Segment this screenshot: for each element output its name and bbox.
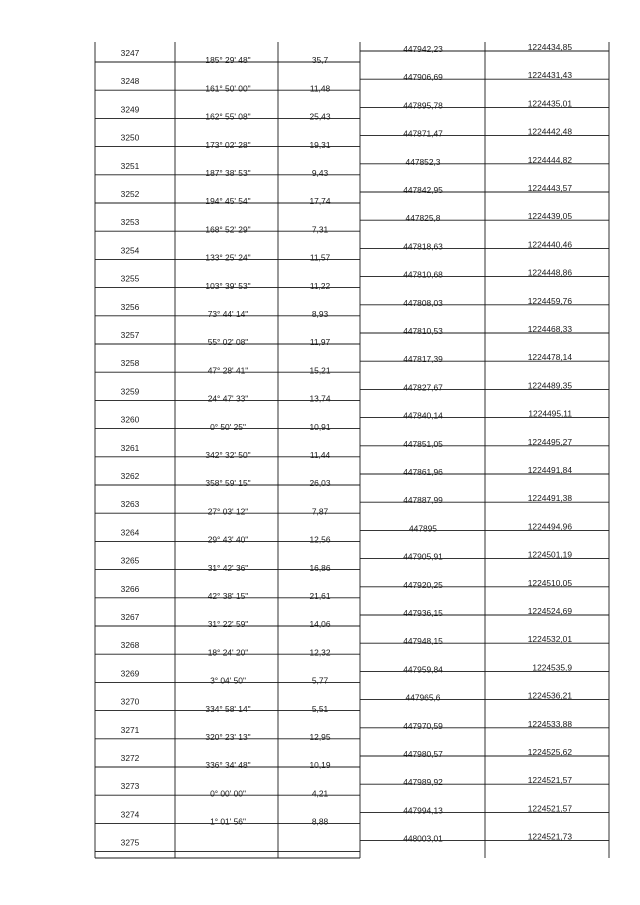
direction-angle-cell: 73° 44' 14" [207, 309, 249, 319]
coordinate-x-cell: 447887,99 [403, 495, 443, 506]
distance-cell: 17,74 [309, 196, 331, 207]
point-number-cell: 3265 [120, 555, 140, 566]
coordinate-x-cell: 447852,3 [405, 156, 441, 167]
distance-cell: 11,97 [309, 337, 331, 348]
distance-cell: 4,21 [311, 788, 329, 799]
coordinate-x-cell: 447818,63 [403, 241, 443, 252]
distance-cell: 5,77 [311, 675, 329, 686]
direction-angle-cell: 334° 58' 14" [205, 703, 251, 714]
point-number-cell: 3262 [120, 471, 140, 481]
distance-cell: 11,57 [309, 252, 331, 263]
distance-cell: 25,43 [309, 111, 331, 122]
coordinate-y-cell: 1224439,05 [527, 211, 572, 222]
coordinate-x-cell: 447994,13 [403, 805, 443, 816]
point-number-cell: 3270 [120, 696, 140, 707]
point-number-cell: 3274 [120, 809, 140, 820]
point-number-cell: 3250 [120, 132, 140, 143]
direction-angle-cell: 103° 39' 53" [205, 280, 251, 291]
point-number-cell: 3273 [120, 781, 140, 792]
coordinate-y-cell: 1224468,33 [527, 324, 572, 334]
direction-angle-cell: 161° 50' 00" [205, 83, 251, 94]
direction-angle-cell: 0° 00' 00" [210, 788, 246, 799]
point-number-cell: 3249 [120, 104, 140, 115]
coordinate-y-cell: 1224442,48 [527, 126, 572, 137]
point-number-cell: 3260 [120, 414, 140, 425]
direction-angle-cell: 336° 34' 48" [205, 760, 251, 771]
direction-angle-cell: 173° 02' 28" [205, 139, 251, 150]
distance-cell: 8,93 [311, 309, 329, 319]
distance-cell: 19,31 [309, 139, 331, 150]
distance-cell: 12,95 [309, 732, 331, 742]
direction-angle-cell: 320° 23' 13" [205, 732, 251, 742]
distance-cell: 14,06 [309, 619, 331, 630]
direction-angle-cell: 31° 42' 36" [207, 562, 249, 573]
coordinate-y-cell: 1224444,82 [527, 154, 572, 165]
direction-angle-cell: 194° 45' 54" [205, 196, 251, 207]
distance-cell: 21,61 [309, 591, 331, 601]
direction-angle-cell: 168° 52' 29" [205, 224, 251, 235]
coordinate-x-cell: 447817,39 [403, 354, 443, 365]
point-number-cell: 3272 [120, 753, 140, 763]
distance-cell: 9,43 [311, 168, 329, 178]
coordinate-y-cell: 1224524,69 [527, 606, 572, 616]
coordinate-y-cell: 1224495,11 [528, 408, 572, 419]
coordinate-x-cell: 447810,53 [403, 326, 443, 336]
coordinate-x-cell: 447905,91 [403, 551, 443, 562]
distance-cell: 12,56 [309, 534, 331, 545]
point-number-cell: 3254 [120, 245, 140, 256]
coordinate-x-cell: 447871,47 [403, 128, 443, 139]
distance-cell: 12,32 [309, 647, 331, 658]
distance-cell: 7,31 [311, 224, 329, 235]
direction-angle-cell: 185° 29' 48" [205, 55, 251, 66]
coordinate-y-cell: 1224478,14 [527, 352, 572, 363]
coordinate-y-cell: 1224532,01 [527, 634, 572, 645]
coordinate-y-cell: 1224525,62 [527, 747, 572, 757]
point-number-cell: 3252 [120, 189, 140, 199]
coordinate-y-cell: 1224510,05 [527, 577, 572, 588]
coordinate-x-cell: 447942,23 [403, 44, 443, 54]
coordinate-x-cell: 447840,14 [403, 410, 443, 421]
point-number-cell: 3261 [120, 442, 140, 453]
point-number-cell: 3256 [120, 301, 140, 312]
distance-cell: 11,48 [309, 83, 331, 94]
direction-angle-cell: 358° 59' 15" [205, 478, 251, 489]
coordinate-y-cell: 1224489,35 [527, 380, 572, 391]
point-number-cell: 3253 [120, 217, 140, 228]
table-cells [121, 42, 573, 848]
coordinate-y-cell: 1224521,73 [527, 831, 572, 842]
coordinate-y-cell: 1224535,9 [532, 662, 572, 673]
coordinate-x-cell: 447810,68 [403, 269, 443, 280]
direction-angle-cell: 47° 28' 41" [207, 365, 249, 376]
coordinate-x-cell: 447861,96 [403, 467, 443, 477]
point-number-cell: 3248 [120, 76, 140, 87]
distance-cell: 11,22 [309, 280, 331, 291]
direction-angle-cell: 24° 47' 33" [207, 393, 249, 404]
direction-angle-cell: 342° 32' 50" [205, 450, 251, 460]
point-number-cell: 3251 [120, 160, 140, 171]
point-number-cell: 3268 [120, 640, 140, 651]
distance-cell: 15,21 [309, 365, 331, 376]
coordinate-y-cell: 1224431,43 [527, 70, 572, 81]
point-number-cell: 3259 [120, 386, 140, 397]
direction-angle-cell: 18° 24' 20" [207, 647, 249, 658]
coordinate-y-cell: 1224495,27 [527, 436, 572, 447]
point-number-cell: 3255 [120, 273, 140, 284]
point-number-cell: 3257 [120, 330, 140, 340]
direction-angle-cell: 187° 38' 53" [205, 168, 251, 178]
direction-angle-cell: 0° 50' 25" [210, 421, 246, 432]
coordinate-x-cell: 447980,57 [403, 749, 443, 759]
distance-cell: 8,88 [311, 816, 329, 827]
coordinate-x-cell: 447895 [409, 523, 437, 534]
direction-angle-cell: 1° 01' 56" [210, 816, 246, 827]
coordinate-y-cell: 1224491,84 [527, 465, 572, 475]
coordinate-y-cell: 1224521,57 [527, 803, 572, 814]
point-number-cell: 3258 [120, 358, 140, 369]
distance-cell: 7,87 [311, 506, 329, 517]
coordinate-y-cell: 1224434,85 [527, 42, 572, 52]
direction-angle-cell: 3° 04' 50" [210, 675, 246, 686]
point-number-cell: 3266 [120, 583, 140, 594]
distance-cell: 35,7 [311, 55, 329, 66]
coordinate-y-cell: 1224533,88 [527, 718, 572, 729]
point-number-cell: 3247 [120, 48, 140, 58]
distance-cell: 10,19 [309, 760, 331, 771]
point-number-cell: 3263 [120, 499, 140, 510]
distance-cell: 11,44 [309, 450, 331, 460]
coordinate-y-cell: 1224443,57 [527, 183, 572, 193]
distance-cell: 16,86 [309, 562, 331, 573]
direction-angle-cell: 162° 55' 08" [205, 111, 251, 122]
coordinate-x-cell: 448003,01 [403, 833, 443, 844]
distance-cell: 26,03 [309, 478, 331, 489]
coordinate-x-cell: 447906,69 [403, 72, 443, 83]
coordinate-y-cell: 1224491,38 [527, 493, 572, 504]
coordinate-x-cell: 447936,15 [403, 608, 443, 618]
coordinate-y-cell: 1224494,96 [527, 521, 572, 532]
coordinate-y-cell: 1224448,86 [527, 267, 572, 278]
direction-angle-cell: 27° 03' 12" [207, 506, 249, 517]
distance-cell: 5,51 [311, 703, 329, 714]
direction-angle-cell: 133° 25' 24" [205, 252, 251, 263]
distance-cell: 13,74 [309, 393, 331, 404]
point-number-cell: 3271 [120, 724, 140, 735]
direction-angle-cell: 31° 22' 59" [207, 619, 249, 630]
coordinate-y-cell: 1224536,21 [527, 690, 572, 701]
coordinate-x-cell: 447965,6 [405, 692, 441, 703]
coordinate-y-cell: 1224521,57 [527, 775, 572, 786]
coordinate-x-cell: 447970,59 [403, 720, 443, 731]
coordinate-x-cell: 447808,03 [403, 297, 443, 308]
point-number-cell: 3275 [120, 837, 140, 848]
coordinate-x-cell: 447825,8 [405, 213, 441, 224]
coordinate-x-cell: 447989,92 [403, 777, 443, 788]
direction-angle-cell: 42° 38' 15" [207, 591, 249, 601]
coordinate-x-cell: 447920,25 [403, 579, 443, 590]
point-number-cell: 3264 [120, 527, 140, 538]
direction-angle-cell: 29° 43' 40" [207, 534, 249, 545]
coordinate-y-cell: 1224459,76 [527, 295, 572, 306]
coordinate-y-cell: 1224435,01 [527, 98, 572, 109]
coordinate-x-cell: 447842,95 [403, 185, 443, 195]
distance-cell: 10,91 [309, 421, 331, 432]
coordinate-x-cell: 447827,67 [403, 382, 443, 393]
coordinate-y-cell: 1224501,19 [527, 549, 572, 560]
point-number-cell: 3267 [120, 612, 140, 622]
coordinate-x-cell: 447959,84 [403, 664, 443, 675]
point-number-cell: 3269 [120, 668, 140, 679]
coordinate-x-cell: 447948,15 [403, 636, 443, 647]
direction-angle-cell: 55° 02' 08" [207, 337, 249, 348]
coordinate-y-cell: 1224440,46 [527, 239, 572, 250]
coordinate-x-cell: 447851,05 [403, 438, 443, 449]
coordinate-x-cell: 447895,78 [403, 100, 443, 111]
